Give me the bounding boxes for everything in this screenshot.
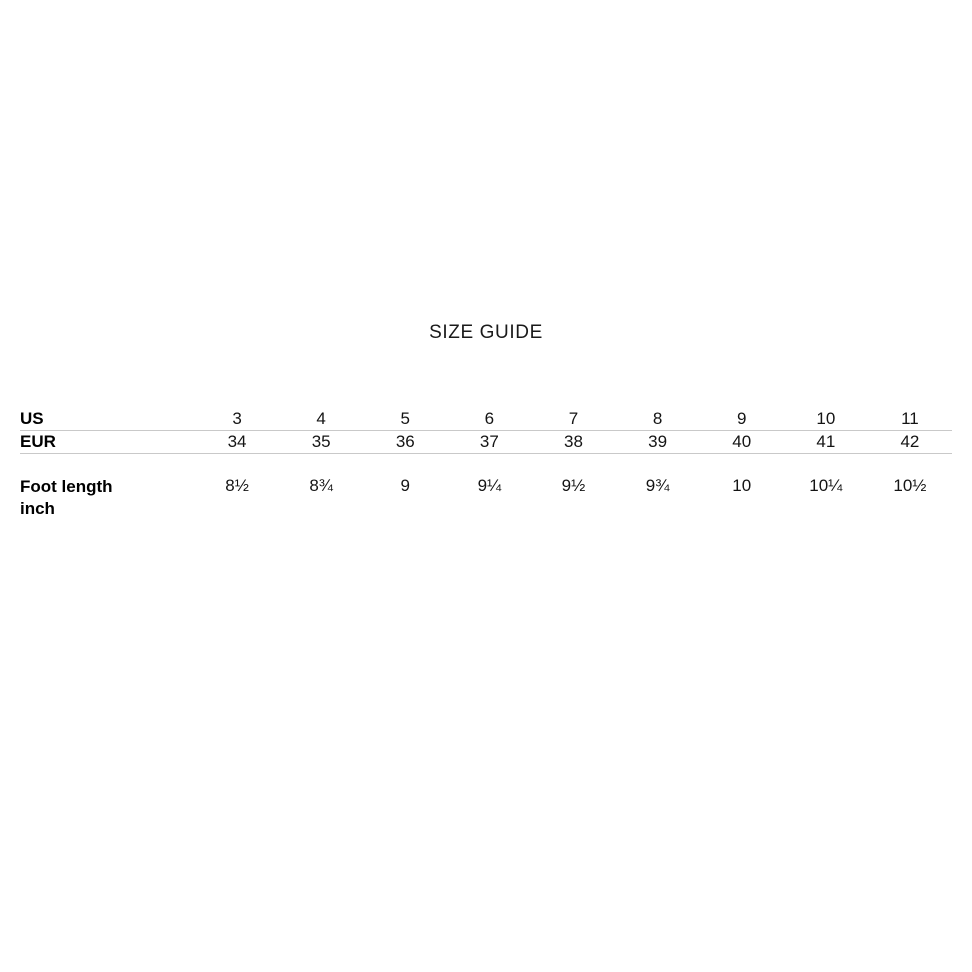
table-row [20, 431, 952, 454]
cell-us-7: 10 [784, 408, 868, 431]
cell-eur-2: 36 [363, 431, 447, 454]
cell-eur-0: 34 [195, 431, 279, 454]
cell-eur-1: 35 [279, 431, 363, 454]
cell-us-4: 7 [531, 408, 615, 431]
cell-foot-0: 8½ [225, 476, 249, 495]
cell-foot-5: 9¾ [645, 476, 670, 495]
row-label-eur: EUR [20, 431, 195, 454]
cell-us-2: 5 [363, 408, 447, 431]
cell-foot-1: 8¾ [309, 476, 333, 495]
table-row [20, 408, 952, 431]
table-row [20, 454, 952, 525]
cell-foot-3: 9¼ [477, 476, 502, 495]
cell-foot-4: 9½ [561, 476, 586, 495]
row-label-foot-length-line2: inch [20, 499, 55, 518]
cell-foot-8: 10½ [893, 476, 927, 495]
cell-eur-6: 40 [700, 431, 784, 454]
size-guide-table [20, 408, 952, 524]
row-label-foot-length [20, 454, 195, 525]
cell-eur-5: 39 [616, 431, 700, 454]
cell-us-1: 4 [279, 408, 363, 431]
cell-us-5: 8 [616, 408, 700, 431]
cell-eur-3: 37 [447, 431, 531, 454]
cell-us-3: 6 [447, 408, 531, 431]
cell-foot-7: 10¼ [809, 476, 843, 495]
cell-foot-2: 9 [400, 476, 410, 495]
cell-eur-4: 38 [531, 431, 615, 454]
cell-us-6: 9 [700, 408, 784, 431]
cell-us-0: 3 [195, 408, 279, 431]
cell-eur-7: 41 [784, 431, 868, 454]
page-title: SIZE GUIDE [429, 322, 543, 343]
row-label-us: US [20, 408, 195, 431]
cell-foot-6: 10 [732, 476, 752, 495]
cell-eur-8: 42 [868, 431, 952, 454]
cell-us-8: 11 [868, 408, 952, 431]
row-label-foot-length-line1: Foot length [20, 477, 113, 496]
